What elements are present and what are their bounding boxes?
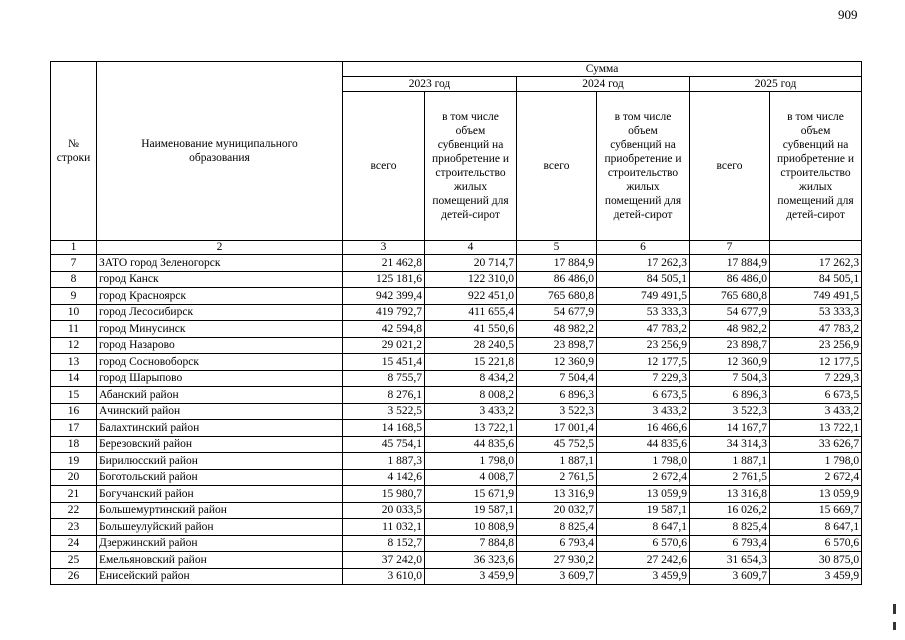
amount-cell: 37 242,0 [343, 552, 425, 569]
amount-cell: 2 672,4 [770, 469, 862, 486]
amount-cell: 33 626,7 [770, 436, 862, 453]
municipality-name: город Шарыпово [97, 370, 343, 387]
amount-cell: 3 522,3 [517, 403, 597, 420]
amount-cell: 7 884,8 [425, 535, 517, 552]
amount-cell: 7 504,4 [517, 370, 597, 387]
row-number: 19 [51, 453, 97, 470]
amount-cell: 411 655,4 [425, 304, 517, 321]
header-municipality-name: Наименование муниципального образования [97, 62, 343, 241]
amount-cell: 23 898,7 [690, 337, 770, 354]
amount-cell: 1 887,1 [690, 453, 770, 470]
municipality-name: Енисейский район [97, 568, 343, 585]
municipality-name: Большеулуйский район [97, 519, 343, 536]
amount-cell: 4 008,7 [425, 469, 517, 486]
municipality-name: Дзержинский район [97, 535, 343, 552]
amount-cell: 28 240,5 [425, 337, 517, 354]
amount-cell: 3 459,9 [425, 568, 517, 585]
municipality-name: город Лесосибирск [97, 304, 343, 321]
amount-cell: 6 793,4 [690, 535, 770, 552]
table-row [51, 337, 862, 354]
header-incl-2025: в том числе объем субвенций на приобретение и строительство жилых помещений для детей-сирот [770, 92, 862, 241]
row-number: 11 [51, 321, 97, 338]
header-incl-2024: в том числе объем субвенций на приобретение и строительство жилых помещений для детей-сирот [597, 92, 690, 241]
amount-cell: 13 316,8 [690, 486, 770, 503]
amount-cell: 44 835,6 [425, 436, 517, 453]
amount-cell: 48 982,2 [690, 321, 770, 338]
amount-cell: 21 462,8 [343, 255, 425, 272]
table-row [51, 255, 862, 272]
row-number: 8 [51, 271, 97, 288]
amount-cell: 54 677,9 [690, 304, 770, 321]
amount-cell: 16 026,2 [690, 502, 770, 519]
amount-cell: 15 669,7 [770, 502, 862, 519]
municipality-name: город Сосновоборск [97, 354, 343, 371]
header-year-2023: 2023 год [343, 77, 517, 92]
amount-cell: 27 242,6 [597, 552, 690, 569]
amount-cell: 8 434,2 [425, 370, 517, 387]
amount-cell: 13 059,9 [770, 486, 862, 503]
table-row [51, 387, 862, 404]
row-number: 12 [51, 337, 97, 354]
row-number: 25 [51, 552, 97, 569]
header-row-number: № строки [51, 62, 97, 241]
header-total-2023: всего [343, 92, 425, 241]
amount-cell: 12 177,5 [597, 354, 690, 371]
column-number: 4 [425, 241, 517, 255]
table-row [51, 486, 862, 503]
amount-cell: 1 798,0 [770, 453, 862, 470]
amount-cell: 13 722,1 [425, 420, 517, 437]
amount-cell: 20 032,7 [517, 502, 597, 519]
amount-cell: 942 399,4 [343, 288, 425, 305]
amount-cell: 3 433,2 [425, 403, 517, 420]
amount-cell: 30 875,0 [770, 552, 862, 569]
amount-cell: 15 980,7 [343, 486, 425, 503]
column-number: 3 [343, 241, 425, 255]
amount-cell: 44 835,6 [597, 436, 690, 453]
table-row [51, 403, 862, 420]
amount-cell: 7 229,3 [597, 370, 690, 387]
header-total-2024: всего [517, 92, 597, 241]
municipality-name: Боготольский район [97, 469, 343, 486]
row-number: 14 [51, 370, 97, 387]
amount-cell: 2 761,5 [690, 469, 770, 486]
row-number: 24 [51, 535, 97, 552]
amount-cell: 17 262,3 [770, 255, 862, 272]
amount-cell: 8 152,7 [343, 535, 425, 552]
row-number: 26 [51, 568, 97, 585]
amount-cell: 3 609,7 [690, 568, 770, 585]
table-row [51, 535, 862, 552]
row-number: 18 [51, 436, 97, 453]
row-number: 13 [51, 354, 97, 371]
amount-cell: 19 587,1 [425, 502, 517, 519]
amount-cell: 1 798,0 [425, 453, 517, 470]
amount-cell: 20 714,7 [425, 255, 517, 272]
amount-cell: 8 276,1 [343, 387, 425, 404]
amount-cell: 3 522,3 [690, 403, 770, 420]
table-row [51, 469, 862, 486]
amount-cell: 86 486,0 [517, 271, 597, 288]
amount-cell: 54 677,9 [517, 304, 597, 321]
amount-cell: 17 884,9 [690, 255, 770, 272]
header-year-2025: 2025 год [690, 77, 862, 92]
municipality-name: город Назарово [97, 337, 343, 354]
amount-cell: 125 181,6 [343, 271, 425, 288]
row-number: 17 [51, 420, 97, 437]
amount-cell: 10 808,9 [425, 519, 517, 536]
amount-cell: 15 671,9 [425, 486, 517, 503]
amount-cell: 29 021,2 [343, 337, 425, 354]
amount-cell: 749 491,5 [597, 288, 690, 305]
row-number: 15 [51, 387, 97, 404]
amount-cell: 14 168,5 [343, 420, 425, 437]
row-number: 20 [51, 469, 97, 486]
amount-cell: 45 754,1 [343, 436, 425, 453]
amount-cell: 48 982,2 [517, 321, 597, 338]
table-row [51, 519, 862, 536]
row-number: 10 [51, 304, 97, 321]
amount-cell: 14 167,7 [690, 420, 770, 437]
amount-cell: 3 433,2 [597, 403, 690, 420]
amount-cell: 23 256,9 [597, 337, 690, 354]
amount-cell: 47 783,2 [770, 321, 862, 338]
column-number: 1 [51, 241, 97, 255]
amount-cell: 6 673,5 [770, 387, 862, 404]
amount-cell: 6 896,3 [690, 387, 770, 404]
municipality-name: Богучанский район [97, 486, 343, 503]
amount-cell: 36 323,6 [425, 552, 517, 569]
table-row [51, 370, 862, 387]
scan-edge-mark [893, 622, 896, 630]
amount-cell: 8 825,4 [690, 519, 770, 536]
amount-cell: 3 433,2 [770, 403, 862, 420]
amount-cell: 1 887,1 [517, 453, 597, 470]
amount-cell: 7 229,3 [770, 370, 862, 387]
table-row [51, 552, 862, 569]
scan-edge-mark [893, 604, 896, 614]
amount-cell: 12 360,9 [690, 354, 770, 371]
amount-cell: 45 752,5 [517, 436, 597, 453]
amount-cell: 86 486,0 [690, 271, 770, 288]
amount-cell: 3 459,9 [597, 568, 690, 585]
amount-cell: 84 505,1 [597, 271, 690, 288]
amount-cell: 8 008,2 [425, 387, 517, 404]
amount-cell: 11 032,1 [343, 519, 425, 536]
table-row [51, 304, 862, 321]
table-row [51, 354, 862, 371]
amount-cell: 8 647,1 [770, 519, 862, 536]
column-number: 5 [517, 241, 597, 255]
amount-cell: 12 177,5 [770, 354, 862, 371]
amount-cell: 3 609,7 [517, 568, 597, 585]
amount-cell: 16 466,6 [597, 420, 690, 437]
amount-cell: 8 755,7 [343, 370, 425, 387]
amount-cell: 15 221,8 [425, 354, 517, 371]
amount-cell: 922 451,0 [425, 288, 517, 305]
amount-cell: 419 792,7 [343, 304, 425, 321]
amount-cell: 47 783,2 [597, 321, 690, 338]
amount-cell: 4 142,6 [343, 469, 425, 486]
row-number: 7 [51, 255, 97, 272]
header-year-2024: 2024 год [517, 77, 690, 92]
amount-cell: 13 059,9 [597, 486, 690, 503]
amount-cell: 17 884,9 [517, 255, 597, 272]
amount-cell: 84 505,1 [770, 271, 862, 288]
amount-cell: 3 459,9 [770, 568, 862, 585]
municipality-name: город Канск [97, 271, 343, 288]
municipality-name: Бирилюсский район [97, 453, 343, 470]
table-row [51, 453, 862, 470]
header-incl-2023: в том числе объем субвенций на приобретение и строительство жилых помещений для детей-сирот [425, 92, 517, 241]
municipality-name: Ачинский район [97, 403, 343, 420]
amount-cell: 17 001,4 [517, 420, 597, 437]
amount-cell: 34 314,3 [690, 436, 770, 453]
row-number: 23 [51, 519, 97, 536]
amount-cell: 27 930,2 [517, 552, 597, 569]
amount-cell: 15 451,4 [343, 354, 425, 371]
header-total-2025: всего [690, 92, 770, 241]
amount-cell: 31 654,3 [690, 552, 770, 569]
row-number: 9 [51, 288, 97, 305]
amount-cell: 8 825,4 [517, 519, 597, 536]
table-row [51, 436, 862, 453]
amount-cell: 20 033,5 [343, 502, 425, 519]
amount-cell: 3 610,0 [343, 568, 425, 585]
municipality-name: город Красноярск [97, 288, 343, 305]
amount-cell: 765 680,8 [517, 288, 597, 305]
amount-cell: 23 898,7 [517, 337, 597, 354]
amount-cell: 1 887,3 [343, 453, 425, 470]
amount-cell: 17 262,3 [597, 255, 690, 272]
amount-cell: 19 587,1 [597, 502, 690, 519]
amount-cell: 6 570,6 [770, 535, 862, 552]
amount-cell: 12 360,9 [517, 354, 597, 371]
amount-cell: 53 333,3 [770, 304, 862, 321]
municipality-name: Балахтинский район [97, 420, 343, 437]
amount-cell: 23 256,9 [770, 337, 862, 354]
column-number: 2 [97, 241, 343, 255]
municipality-name: Абанский район [97, 387, 343, 404]
municipality-name: ЗАТО город Зеленогорск [97, 255, 343, 272]
amount-cell: 122 310,0 [425, 271, 517, 288]
subsidy-table [50, 61, 862, 585]
header-sum: Сумма [343, 62, 862, 77]
amount-cell: 1 798,0 [597, 453, 690, 470]
amount-cell: 765 680,8 [690, 288, 770, 305]
column-number: 7 [690, 241, 770, 255]
table-row [51, 271, 862, 288]
table-row [51, 502, 862, 519]
amount-cell: 13 722,1 [770, 420, 862, 437]
municipality-name: город Минусинск [97, 321, 343, 338]
column-numbers-row [51, 241, 862, 255]
amount-cell: 6 896,3 [517, 387, 597, 404]
table-row [51, 420, 862, 437]
amount-cell: 2 672,4 [597, 469, 690, 486]
row-number: 22 [51, 502, 97, 519]
row-number: 21 [51, 486, 97, 503]
amount-cell: 42 594,8 [343, 321, 425, 338]
municipality-name: Большемуртинский район [97, 502, 343, 519]
row-number: 16 [51, 403, 97, 420]
column-number [770, 241, 862, 255]
column-number: 6 [597, 241, 690, 255]
table-row [51, 321, 862, 338]
amount-cell: 3 522,5 [343, 403, 425, 420]
amount-cell: 6 793,4 [517, 535, 597, 552]
amount-cell: 6 673,5 [597, 387, 690, 404]
amount-cell: 749 491,5 [770, 288, 862, 305]
amount-cell: 6 570,6 [597, 535, 690, 552]
amount-cell: 53 333,3 [597, 304, 690, 321]
table-row [51, 288, 862, 305]
page-number: 909 [838, 7, 858, 22]
municipality-name: Березовский район [97, 436, 343, 453]
table-row [51, 568, 862, 585]
amount-cell: 41 550,6 [425, 321, 517, 338]
amount-cell: 13 316,9 [517, 486, 597, 503]
amount-cell: 2 761,5 [517, 469, 597, 486]
amount-cell: 8 647,1 [597, 519, 690, 536]
amount-cell: 7 504,3 [690, 370, 770, 387]
municipality-name: Емельяновский район [97, 552, 343, 569]
